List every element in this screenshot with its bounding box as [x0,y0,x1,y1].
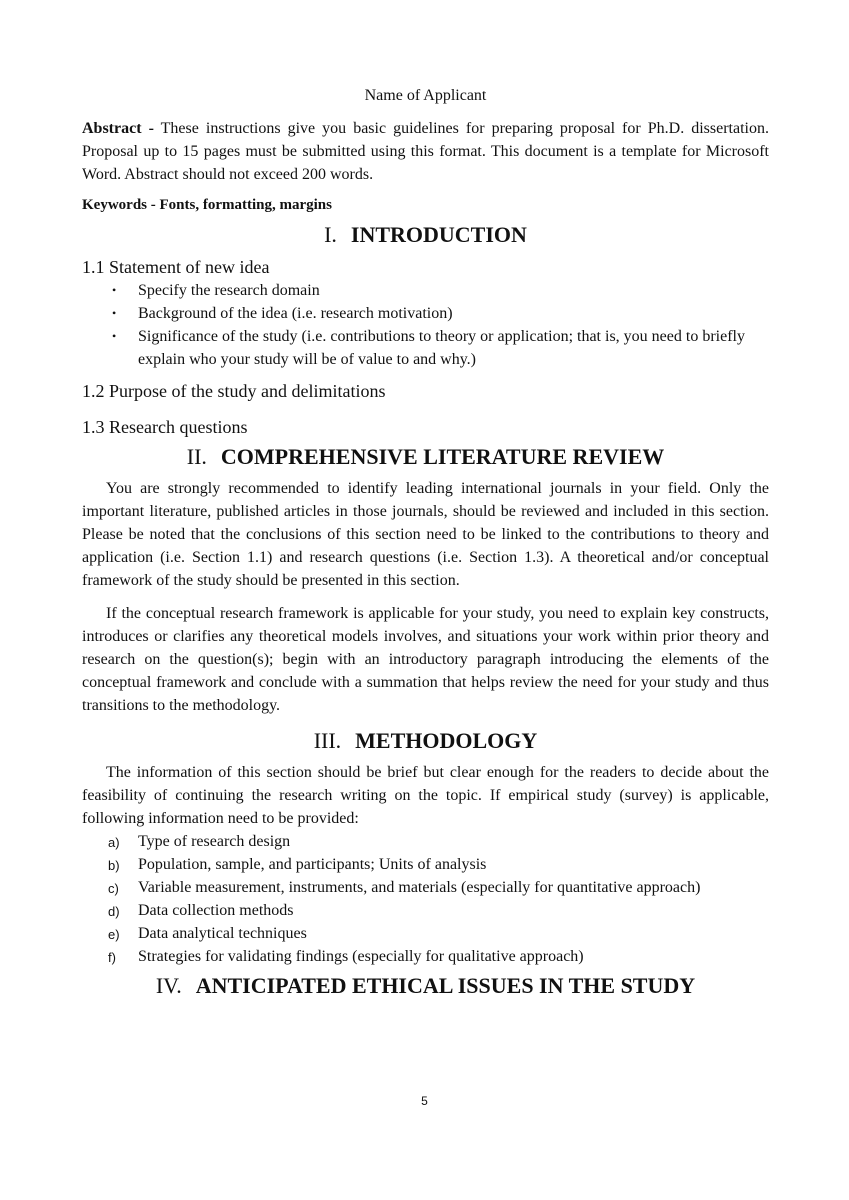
section-number: III. [313,728,342,753]
list-item [82,325,769,371]
section-heading-methodology [82,727,769,755]
list-marker: c) [108,881,119,896]
bullet-icon: • [112,283,117,297]
section-heading-literature-review [82,443,769,471]
list-item [82,876,769,899]
methodology-list [82,830,769,968]
subheading-research-questions: 1.3 Research questions [82,417,248,437]
abstract-label: Abstract - [82,120,154,137]
section-title: INTRODUCTION [350,222,527,247]
document-page [82,84,769,1006]
list-item [82,279,769,302]
section-title: ANTICIPATED ETHICAL ISSUES IN THE STUDY [195,973,696,998]
section-heading-ethical-issues [82,972,769,1000]
list-item-text: Strategies for validating findings (especially for qualitative approach) [138,948,584,965]
list-item-text: Data analytical techniques [138,925,307,942]
section-title: COMPREHENSIVE LITERATURE REVIEW [220,444,665,469]
subheading-purpose: 1.2 Purpose of the study and delimitations [82,381,386,401]
section-number: I. [324,222,337,247]
idea-bullet-list [82,279,769,371]
section-number: IV. [155,973,182,998]
literature-paragraph-1: You are strongly recommended to identify leading international journals in your field. Only the important literature, published articles in those journals, should be reviewed and included in this section. Please be noted that the conclusions of this section need to be linked to the contributions to theory and application (i.e. Section 1.1) and research questions (i.e. Section 1.3). A theoretical and/or conceptual framework of the study should be presented in this section. [82,480,769,589]
list-item [82,922,769,945]
list-item [82,899,769,922]
keywords-line: Keywords - Fonts, formatting, margins [82,197,332,213]
list-marker: b) [108,858,120,873]
literature-paragraph-2: If the conceptual research framework is applicable for your study, you need to explain key constructs, introduces or clarifies any theoretical models involves, and situations your work within prior theory and research on the question(s); begin with an introductory paragraph introducing the elements of the conceptual framework and conclude with a summation that helps review the need for your study and thus transitions to the methodology. [82,605,769,714]
section-heading-introduction [82,221,769,249]
list-item-text: Type of research design [138,833,291,850]
list-item-text: Specify the research domain [138,282,320,299]
section-title: METHODOLOGY [355,728,538,753]
list-marker: e) [108,927,120,942]
abstract-paragraph [82,117,769,186]
list-item [82,830,769,853]
subheading-statement-of-idea: 1.1 Statement of new idea [82,257,270,277]
applicant-name: Name of Applicant [364,87,487,104]
list-item-text: Variable measurement, instruments, and materials (especially for quantitative approach) [138,879,701,896]
list-item [82,945,769,968]
bullet-icon: • [112,329,117,343]
list-item-text: Significance of the study (i.e. contributions to theory or application; that is, you need to briefly explain who your study will be of value to and why.) [138,328,745,368]
page-number: 5 [421,1094,428,1108]
list-marker: f) [108,950,116,965]
list-marker: a) [108,835,120,850]
list-item-text: Background of the idea (i.e. research motivation) [138,305,453,322]
abstract-text: These instructions give you basic guidelines for preparing proposal for Ph.D. dissertation. Proposal up to 15 pages must be submitted using this format. This document is a template for Microsoft Word. Abstract should not exceed 200 words. [82,120,769,183]
list-marker: d) [108,904,120,919]
bullet-icon: • [112,306,117,320]
list-item-text: Data collection methods [138,902,294,919]
methodology-paragraph: The information of this section should be brief but clear enough for the readers to decide about the feasibility of continuing the research writing on the topic. If empirical study (survey) is applicable, following information need to be provided: [82,764,769,827]
list-item [82,853,769,876]
section-number: II. [186,444,207,469]
list-item [82,302,769,325]
list-item-text: Population, sample, and participants; Units of analysis [138,856,487,873]
